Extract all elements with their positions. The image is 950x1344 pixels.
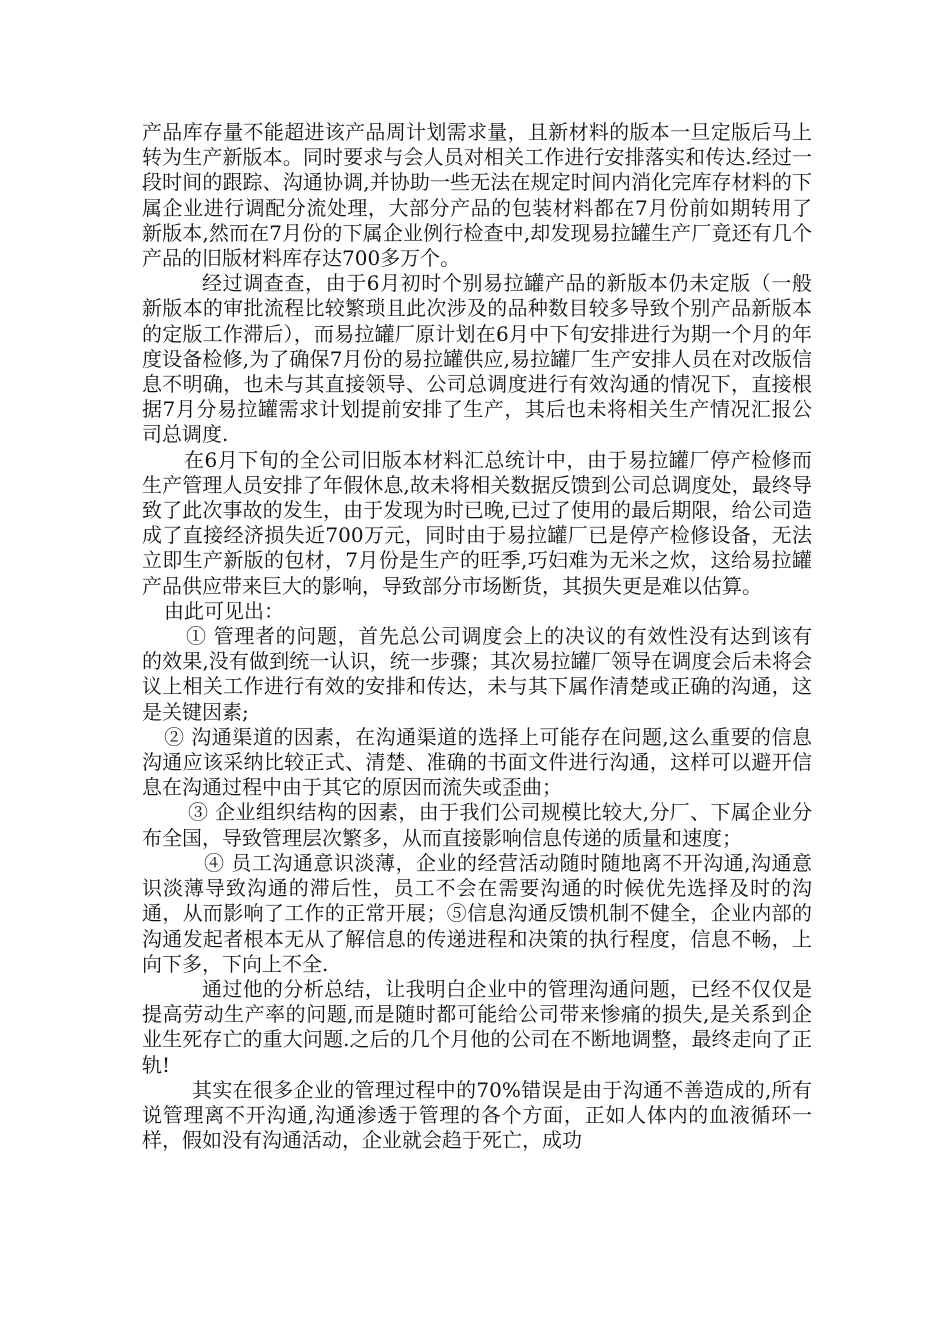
paragraph-summary-stats: 在6月下旬的全公司旧版本材料汇总统计中，由于易拉罐厂停产检修而生产管理人员安排了年假休息,故未将相关数据反馈到公司总调度处，最终导致了此次事故的发生，由于发现为时已晚,已过了使用的最后期限，给公司造成了直接经济损失近700万元，同时由于易拉罐厂已是停产检修设备，无法立即生产新版的包材，7月份是生产的旺季,巧妇难为无米之炊，这给易拉罐产品供应带来巨大的影响，导致部分市场断货，其损失更是难以估算。 <box>142 447 812 598</box>
paragraph-analysis: 通过他的分析总结，让我明白企业中的管理沟通问题，已经不仅仅是提高劳动生产率的问题,而是随时都可能给公司带来惨痛的损失,是关系到企业生死存亡的重大问题.之后的几个月他的公司在不断地调整，最终走向了正轨! <box>142 976 812 1077</box>
paragraph-stock-issue: 产品库存量不能超进该产品周计划需求量，且新材料的版本一旦定版后马上转为生产新版本。同时要求与会人员对相关工作进行安排落实和传达.经过一段时间的跟踪、沟通协调,并协助一些无法在规定时间内消化完库存材料的下属企业进行调配分流处理，大部分产品的包装材料都在7月份前如期转用了新版本,然而在7月份的下属企业例行检查中,却发现易拉罐生产厂竟还有几个产品的旧版材料库存达700多万个。 <box>142 120 812 271</box>
paragraph-point-4-5: ④ 员工沟通意识淡薄，企业的经营活动随时随地离不开沟通,沟通意识淡薄导致沟通的滞后性，员工不会在需要沟通的时候优先选择及时的沟通，从而影响了工作的正常开展；⑤信息沟通反馈机制不健全，企业内部的沟通发起者根本无从了解信息的传递进程和决策的执行程度，信息不畅，上向下多，下向上不全. <box>142 850 812 976</box>
paragraph-investigation: 经过调查查，由于6月初时个别易拉罐产品的新版本仍未定版（一般新版本的审批流程比较繁琐且此次涉及的品种数目较多导致个别产品新版本的定版工作滞后），而易拉罐厂原计划在6月中下旬安排进行为期一个月的年度设备检修,为了确保7月份的易拉罐供应,易拉罐厂生产安排人员在对改版信息不明确，也未与其直接领导、公司总调度进行有效沟通的情况下，直接根据7月分易拉罐需求计划提前安排了生产，其后也未将相关生产情况汇报公司总调度. <box>142 271 812 447</box>
paragraph-conclusion-intro: 由此可见出： <box>164 598 284 623</box>
paragraph-communication: 其实在很多企业的管理过程中的70%错误是由于沟通不善造成的,所有说管理离不开沟通,沟通渗透于管理的各个方面，正如人体内的血液循环一样，假如没有沟通活动，企业就会趋于死亡，成功 <box>142 1077 812 1153</box>
paragraph-point-3: ③ 企业组织结构的因素，由于我们公司规模比较大,分厂、下属企业分布全国，导致管理层次繁多，从而直接影响信息传递的质量和速度； <box>142 800 812 850</box>
body-text <box>142 120 812 1153</box>
paragraph-point-2: ② 沟通渠道的因素，在沟通渠道的选择上可能存在问题,这么重要的信息沟通应该采纳比较正式、清楚、准确的书面文件进行沟通，这样可以避开信息在沟通过程中由于其它的原因而流失或歪曲； <box>142 724 812 800</box>
paragraph-point-1: ① 管理者的问题，首先总公司调度会上的决议的有效性没有达到该有的效果,没有做到统一认识，统一步骤；其次易拉罐厂领导在调度会后未将会议上相关工作进行有效的安排和传达，未与其下属作清楚或正确的沟通，这是关键因素; <box>142 624 812 724</box>
